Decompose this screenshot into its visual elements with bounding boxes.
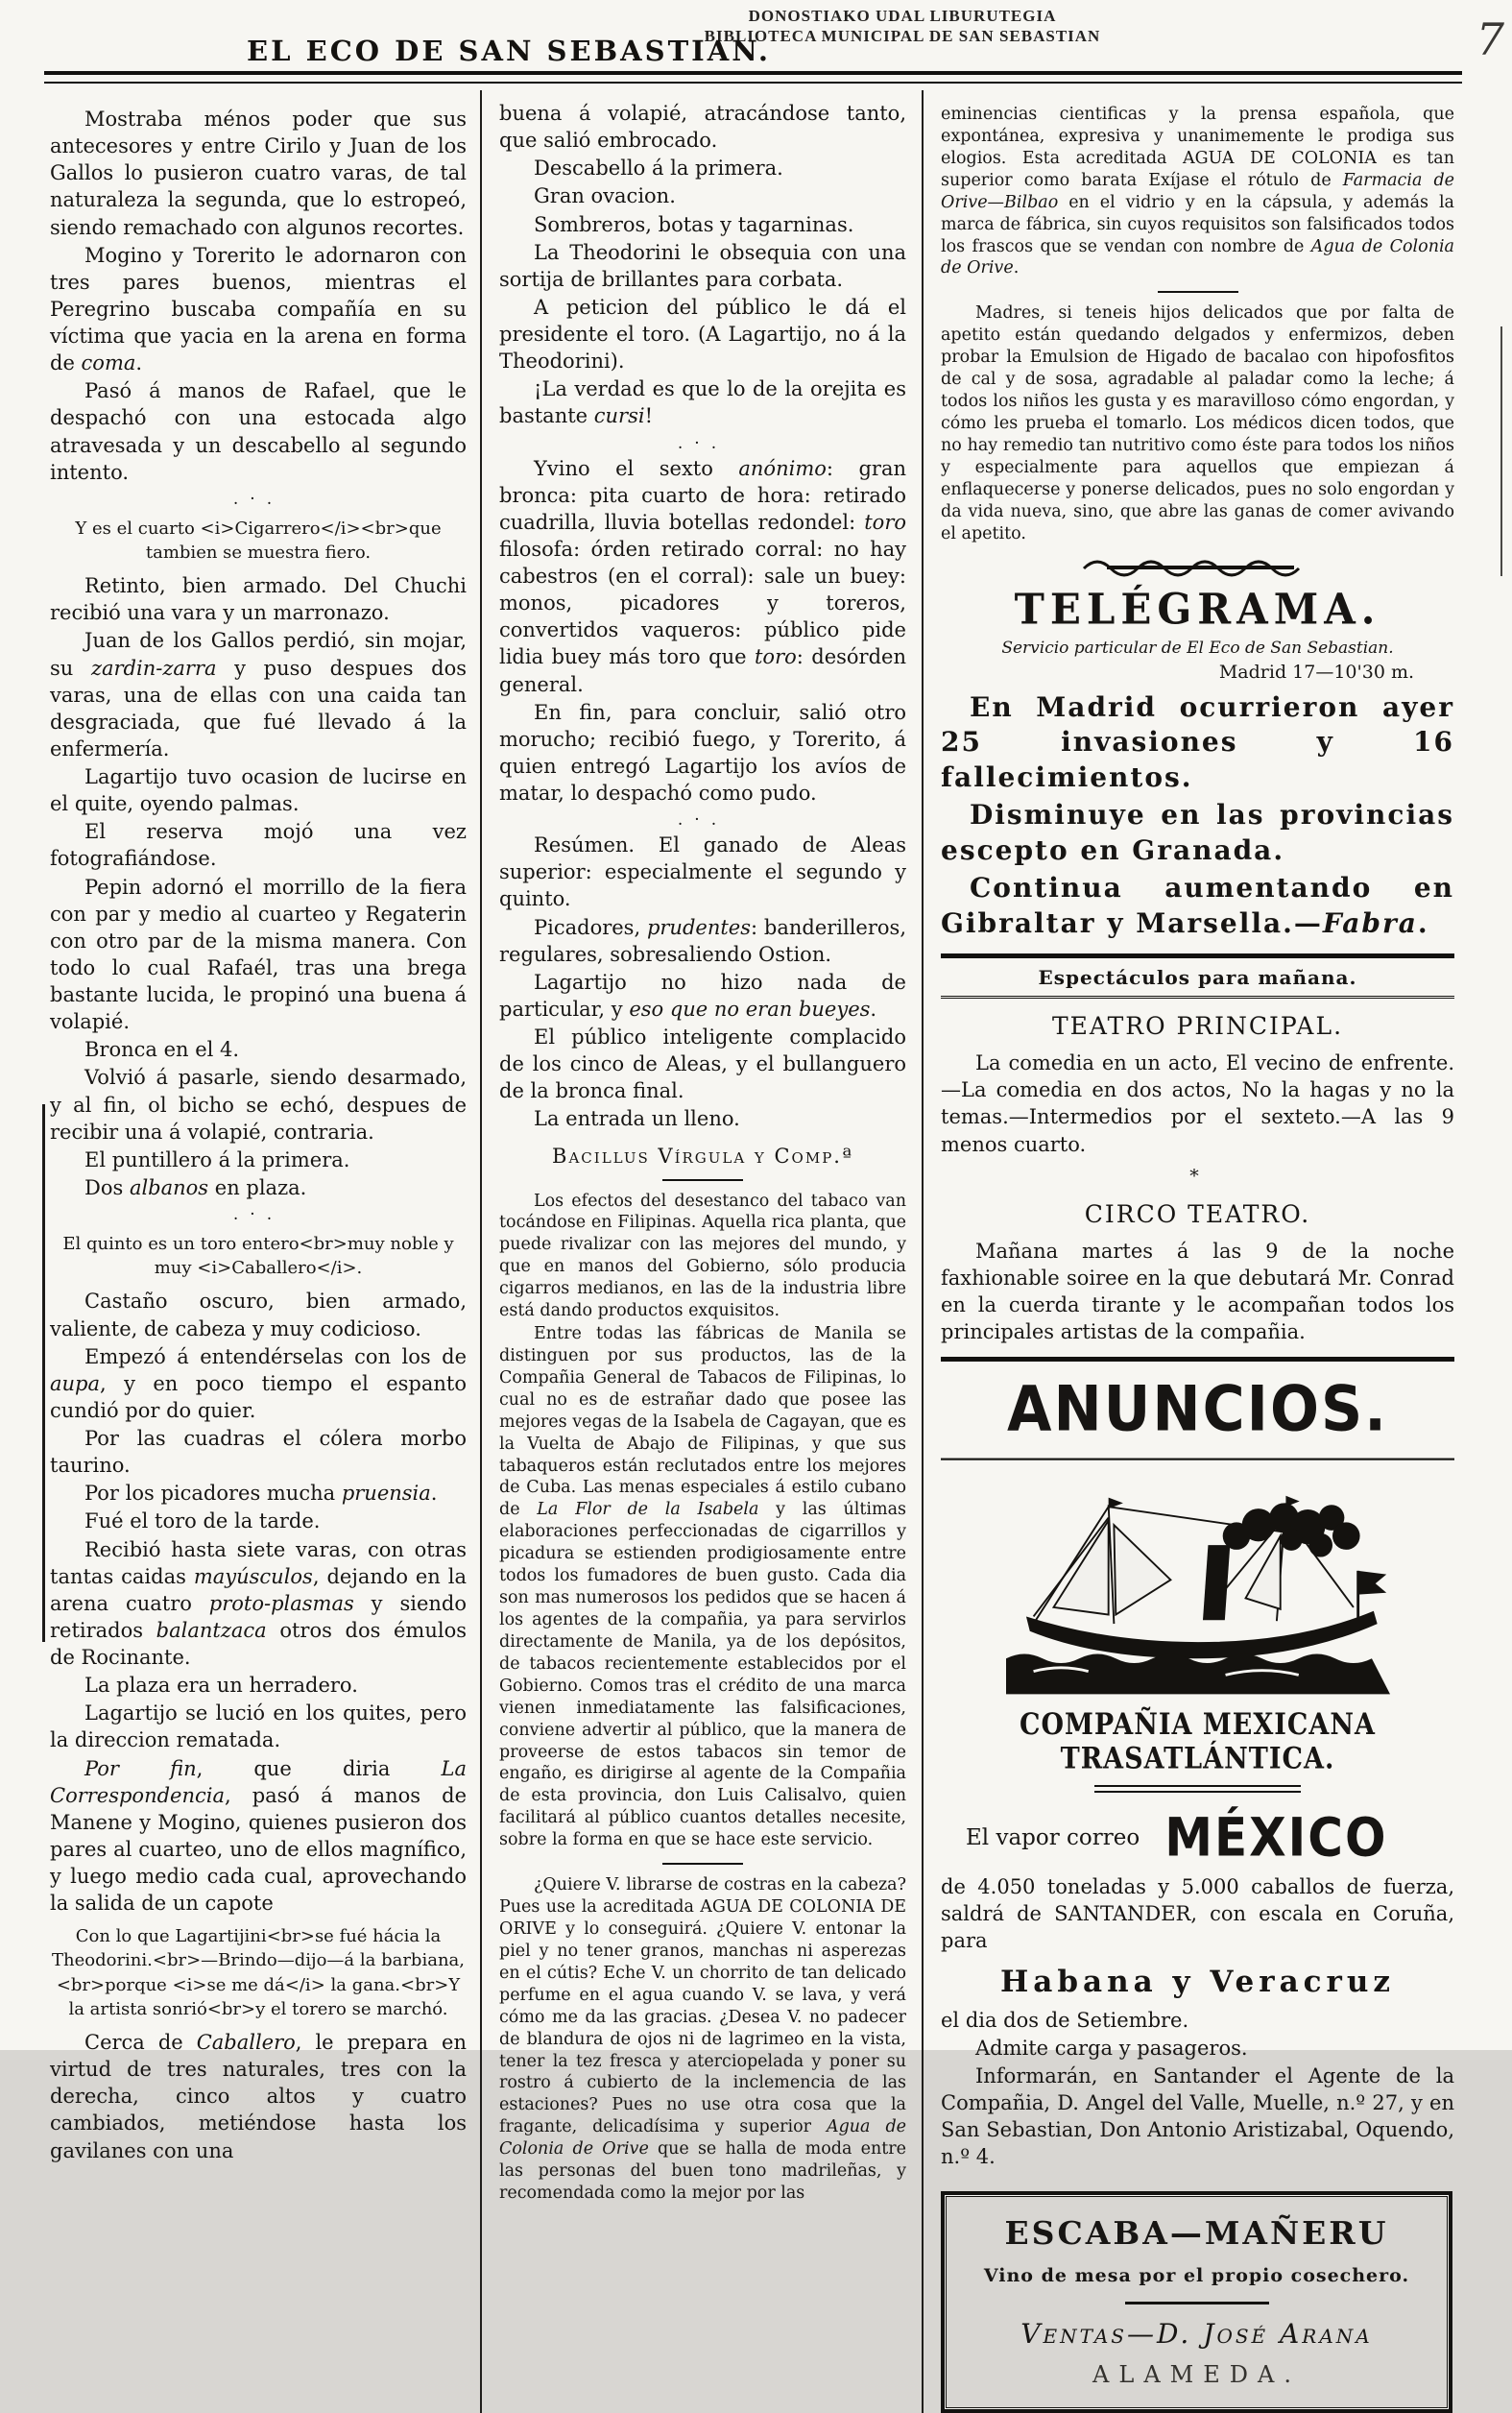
- article-paragraph: Sombreros, botas y tagarninas.: [534, 212, 854, 236]
- vapor-row: [941, 1807, 1454, 1870]
- handwritten-page-number: 7: [1476, 13, 1504, 65]
- telegram-service-line: Servicio particular de El Eco de San Sebastian.: [1001, 638, 1394, 658]
- asterism-divider: .·.: [677, 810, 729, 831]
- telegram-headline: Disminuye en las provincias escepto en Granada.: [941, 799, 1454, 867]
- verse: Con lo que Lagartijini<br>se fué hácia la Theodorini.<br>—Brindo—dijo—á la barbiana,<br>porque <i>se me dá</i> la gana.<br>Y la artista sonrió<br>y el torero se marchó.: [52, 1926, 465, 2019]
- asterism-divider: .·.: [232, 1205, 284, 1224]
- flourish-divider-wrap: [941, 555, 1454, 584]
- article-paragraph: El puntillero á la primera.: [84, 1147, 350, 1171]
- telegrama-heading: TELÉGRAMA.: [1014, 584, 1381, 634]
- column-1: [46, 90, 480, 2413]
- notice-paragraph: Madres, si teneis hijos delicados que por falta de apetito están quedando delgados y enfermizos, deben probar la Emulsion de Higado de bacalao con hipofosfitos de cal y de sosa, agradable al paladar como la leche; á todos los niños les gusta y es maravilloso cómo engordan, y cómo les prueba el tomarlo. Los médicos dicen todos, que no hay remedio tan nutritivo como éste para todos los niños y especialmente para aquellos que empiezan á enflaquecerse y ponerse delicados, pues no solo engordan y da vida nueva, sino, que abre las ganas de comer avivando el apetito.: [941, 303, 1454, 543]
- anuncios-heading: ANUNCIOS.: [941, 1373, 1454, 1460]
- thick-rule: [941, 953, 1454, 958]
- steamship-illustration: [1006, 1479, 1390, 1695]
- article-paragraph: buena á volapié, atracándose tanto, que salió embrocado.: [499, 102, 906, 153]
- vapor-label: El vapor correo: [966, 1825, 1140, 1851]
- article-paragraph: Por las cuadras el cólera morbo taurino.: [50, 1427, 467, 1478]
- article-paragraph: Volvió á pasarle, siendo desarmado, y al fin, ol bicho se echó, despues de recibir una á volapié, contraria.: [50, 1066, 467, 1144]
- article-paragraph: En fin, para concluir, salió otro morucho; recibió fuego, y Torerito, á quien entregó Lagartijo los avíos de matar, lo despachó como pudo.: [499, 700, 906, 805]
- article-paragraph: Bronca en el 4.: [84, 1038, 240, 1062]
- venue-heading: TEATRO PRINCIPAL.: [1051, 1012, 1344, 1041]
- asterism-divider: *: [1189, 1165, 1206, 1187]
- article-paragraph: Recibió hasta siete varas, con otras tantas caidas mayúsculos, dejando en la arena cuatro proto-plasmas y siendo retirados balantzaca otros dos émulos de Rocinante.: [50, 1537, 467, 1669]
- double-rule: [1094, 1785, 1301, 1793]
- article-paragraph: Por los picadores mucha pruensia.: [84, 1482, 438, 1506]
- asterism-divider: .·.: [232, 489, 284, 509]
- notice-paragraph: Los efectos del desestanco del tabaco van tocándose en Filipinas. Aquella rica planta, que puede rivalizar con las mejores del mundo, y que en manos del Gobierno, sólo producia cigarros medianos, en las de la industria libre está dando productos exquisitos.: [499, 1191, 906, 1321]
- notice-paragraph: ¿Quiere V. librarse de costras en la cabeza? Pues use la acreditada AGUA DE COLONIA DE ORIVE y lo conseguirá. ¿Quiere V. entonar la piel y no tener granos, manchas ni asperezas en el cútis? Eche V. un chorrito de tan delicado perfume en el agua cuando V. se lava, y verá cómo me da las gracias. ¿Desea V. no padecer de blandura de ojos ni de lagrimeo en la vista, tener la tez fresca y aterciopelada y poner su rostro á cubierto de la inclemencia de las estaciones? Pues no use otra cosa que la fragante, delicadísima y superior Agua de Colonia de Orive que se halla de moda entre las personas del buen tono madrileñas, y recomendada como la mejor por las: [499, 1875, 907, 2204]
- telegram-headline: Continua aumentando en Gibraltar y Marsella.—Fabra.: [941, 872, 1454, 940]
- article-paragraph: Descabello á la primera.: [534, 157, 783, 181]
- section-rule: [662, 1863, 743, 1865]
- article-paragraph: Castaño oscuro, bien armado, valiente, de cabeza y muy codicioso.: [50, 1290, 467, 1340]
- article-paragraph: A peticion del público le dá el presidente el toro. (A Lagartijo, no á la Theodorini).: [499, 295, 906, 374]
- verse: Y es el cuarto <i>Cigarrero</i><br>que tambien se muestra fiero.: [75, 518, 442, 563]
- article-paragraph: de 4.050 toneladas y 5.000 caballos de fuerza, saldrá de SANTANDER, con escala en Coruña, para: [941, 1875, 1454, 1953]
- scan-edge-artifact-right: [1500, 326, 1502, 576]
- boxed-ad: [941, 2191, 1452, 2413]
- article-paragraph: El público inteligente complacido de los cinco de Aleas, y el bullanguero de la bronca final.: [499, 1026, 906, 1103]
- article-paragraph: Mostraba ménos poder que sus antecesores y entre Cirilo y Juan de los Gallos lo pusieron cuatro varas, de tal naturaleza la segunda, que lo estropeó, siendo remachado con algunos recortes.: [50, 108, 467, 239]
- flourish-divider: [1078, 555, 1318, 580]
- article-paragraph: Admite carga y pasageros.: [975, 2036, 1248, 2060]
- scan-edge-artifact-left: [42, 1104, 45, 1642]
- article-paragraph: Empezó á entendérselas con los de aupa, y en poco tiempo el espanto cundió por do quier.: [50, 1344, 467, 1422]
- masthead-title: EL ECO DE SAN SEBASTIAN.: [247, 35, 771, 67]
- article-signature: Bacillus Vírgula y Comp.ª: [552, 1144, 853, 1168]
- article-paragraph: Mogino y Torerito le adornaron con tres pares buenos, mientras el Peregrino buscaba compañía en su víctima que yacia en la arena en forma de coma.: [50, 243, 467, 375]
- article-paragraph: Picadores, prudentes: banderilleros, regulares, sobresaliendo Ostion.: [499, 915, 906, 966]
- notice-paragraph: Entre todas las fábricas de Manila se distinguen por sus productos, las de la Compañia General de Tabacos de Filipinas, lo cual no es de estrañar dado que posee las mejores vegas de la Isabela de Cagayan, que es la Vuelta de Abajo de Filipinas, y que sus tabaqueros están reclutados entre los mejores de Cuba. Las menas especiales á estilo cubano de La Flor de la Isabela y las últimas elaboraciones perfeccionadas de cigarrillos y picadura se estienden prodigiosamente entre todos los fumadores de buen gusto. Cada dia son mas numerosos los pedidos que se hacen á los agentes de la compañia, ya para servirlos directamente de Manila, ya de los depósitos, de tabacos recientemente establecidos por el Gobierno. Comos tras el crédito de una marca vienen inmediatamente las falsificaciones, conviene advertir al público, que la manera de proveerse de estos tabacos sin temor de engaño, es dirigirse al agente de la Compañia de esta provincia, don Luis Calisalvo, quien facilitará al público cuantos detalles necesite, sobre la forma en que se hace este servicio.: [499, 1324, 907, 1850]
- boxed-ad-alameda: ALAMEDA.: [1092, 2361, 1301, 2389]
- article-paragraph: el dia dos de Setiembre.: [941, 2008, 1189, 2032]
- venue-heading: CIRCO TEATRO.: [1084, 1199, 1311, 1228]
- article-paragraph: Por fin, que diria La Correspondencia, pasó á manos de Manene y Mogino, quienes pusieron dos pares al cuarteo, uno de ellos magnífico, y luego medio cada cual, aprovechando la salida de un capote: [50, 1756, 467, 1916]
- column-3: [924, 90, 1458, 2413]
- notice-paragraph: eminencias cientificas y la prensa española, que expontánea, expresiva y unanimemente le prodiga sus elogios. Esta acreditada AGUA DE COLONIA es tan superior como barata Exíjase el rótulo de Farmacia de Orive—Bilbao en el vidrio y en la cápsula, y además la marca de fábrica, sin cuyos requisitos son falsificados todos los frascos que se vendan con nombre de Agua de Colonia de Orive.: [941, 105, 1454, 278]
- telegram-dateline: Madrid 17—10'30 m.: [1218, 661, 1414, 683]
- article-paragraph: Mañana martes á las 9 de la noche faxhionable soiree en la que debutará Mr. Conrad en la cuerda tirante y le acompañan todos los principales artistas de la compañia.: [941, 1239, 1454, 1344]
- masthead-rule: [44, 71, 1462, 84]
- article-paragraph: Resúmen. El ganado de Aleas superior: especialmente el segundo y quinto.: [499, 833, 906, 911]
- ship-name: MÉXICO: [1164, 1807, 1388, 1870]
- library-stamp-line2: BIBLIOTECA MUNICIPAL DE SAN SEBASTIAN: [704, 27, 1101, 46]
- destination-heading: Habana y Veracruz: [999, 1964, 1396, 1999]
- boxed-ad-title: ESCABA—MAÑERU: [1004, 2214, 1389, 2253]
- article-paragraph: Lagartijo se lució en los quites, pero la direccion rematada.: [50, 1701, 467, 1752]
- article-paragraph: El reserva mojó una vez fotografiándose.: [50, 820, 467, 871]
- boxed-ad-ventas: Ventas—D. José Arana: [1020, 2318, 1373, 2351]
- article-paragraph: La entrada un lleno.: [534, 1107, 740, 1131]
- article-paragraph: Lagartijo no hizo nada de particular, y eso que no eran bueyes.: [499, 970, 906, 1021]
- article-paragraph: Lagartijo tuvo ocasion de lucirse en el quite, oyendo palmas.: [50, 765, 467, 816]
- boxed-ad-subtitle: Vino de mesa por el propio cosechero.: [983, 2265, 1410, 2287]
- article-paragraph: Cerca de Caballero, le prepara en virtud de tres naturales, tres con la derecha, cinco altos y cuatro cambiados, metiéndose hasta los gavilanes con una: [50, 2031, 467, 2162]
- article-paragraph: La plaza era un herradero.: [84, 1674, 358, 1698]
- library-stamp-line1: DONOSTIAKO UDAL LIBURUTEGIA: [748, 7, 1057, 25]
- article-paragraph: Gran ovacion.: [534, 184, 676, 208]
- article-paragraph: La Theodorini le obsequia con una sortija de brillantes para corbata.: [499, 240, 906, 291]
- espectaculos-heading: Espectáculos para mañana.: [941, 966, 1454, 999]
- article-paragraph: Retinto, bien armado. Del Chuchi recibió una vara y un marronazo.: [50, 574, 467, 625]
- boxed-ad-rule: [1125, 2302, 1269, 2304]
- section-rule: [662, 1179, 743, 1181]
- article-paragraph: Yvino el sexto anónimo: gran bronca: pita cuarto de hora: retirado cuadrilla, lluvia botellas redondel: toro filosofa: órden retirado corral: no hay cabestros (en el corral): sale un buey: monos, picadores y toreros, convertidos vaqueros: público pide lidia buey más toro que toro: desórden general.: [499, 456, 906, 696]
- company-heading: COMPAÑIA MEXICANA TRASATLÁNTICA.: [1020, 1707, 1376, 1776]
- article-paragraph: Fué el toro de la tarde.: [84, 1509, 321, 1533]
- telegram-headline: En Madrid ocurrieron ayer 25 invasiones y 16 fallecimientos.: [941, 690, 1454, 794]
- steamship-illustration-wrap: [941, 1479, 1454, 1699]
- columns-container: [46, 90, 1458, 2413]
- article-paragraph: Informarán, en Santander el Agente de la Compañia, D. Angel del Valle, Muelle, n.º 27, y en San Sebastian, Don Antonio Aristizabal, Oquendo, n.º 4.: [941, 2063, 1454, 2169]
- thick-rule: [941, 1357, 1454, 1362]
- article-paragraph: Dos albanos en plaza.: [84, 1175, 307, 1199]
- article-paragraph: Pasó á manos de Rafael, que le despachó con una estocada algo atravesada y un descabello al segundo intento.: [50, 379, 467, 484]
- article-paragraph: Pepin adornó el morrillo de la fiera con par y medio al cuarteo y Regaterin con otro par de la misma manera. Con todo lo cual Rafaél, tras una brega bastante lucida, le propinó una buena á volapié.: [50, 875, 467, 1034]
- section-rule: [1158, 291, 1238, 293]
- column-2: [480, 90, 924, 2413]
- article-paragraph: ¡La verdad es que lo de la orejita es bastante cursi!: [499, 377, 906, 428]
- article-paragraph: La comedia en un acto, El vecino de enfrente.—La comedia en dos actos, No la hagas y no la temas.—Intermedios por el sexteto.—A las 9 menos cuarto.: [941, 1051, 1454, 1156]
- article-paragraph: Juan de los Gallos perdió, sin mojar, su zardin-zarra y puso despues dos varas, una de ellas con una caida tan desgraciada, que fué llevado á la enfermería.: [50, 629, 467, 760]
- asterism-divider: .·.: [677, 433, 729, 453]
- verse: El quinto es un toro entero<br>muy noble y muy <i>Caballero</i>.: [62, 1234, 454, 1279]
